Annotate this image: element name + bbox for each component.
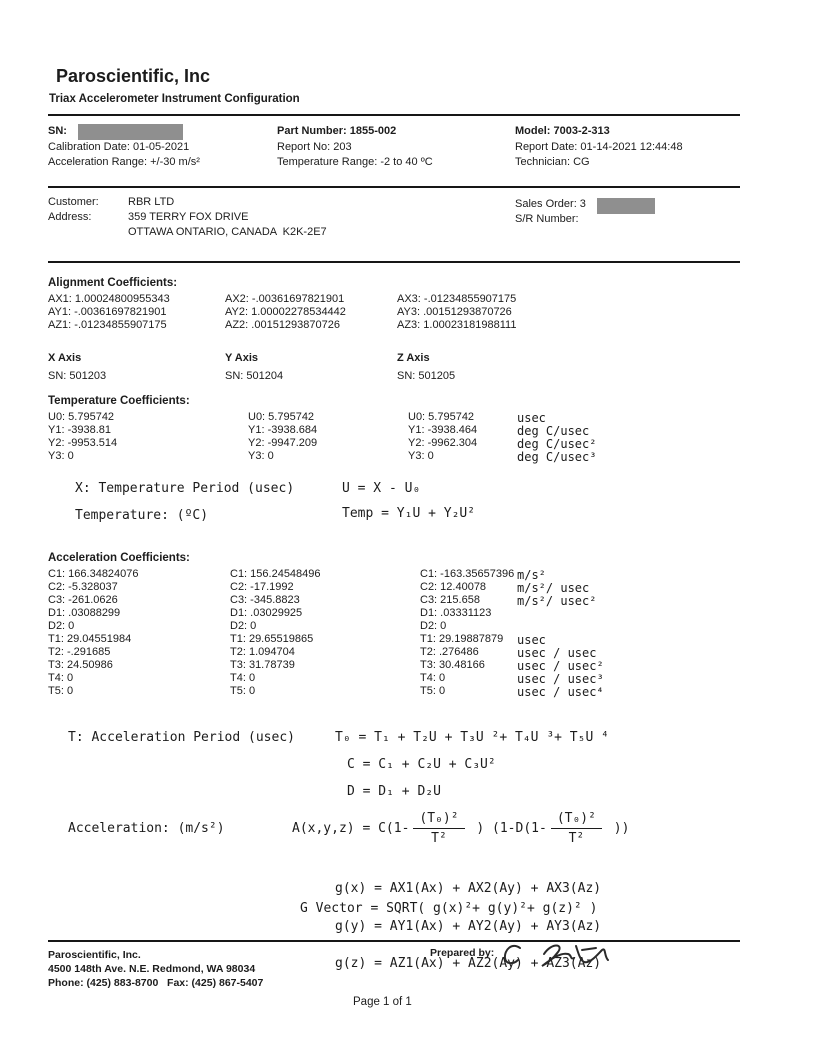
x-axis-label: X Axis: [48, 352, 82, 364]
unit-cell: usec / usec²: [517, 659, 604, 673]
coef-cell: Y3: 0: [408, 450, 434, 462]
coef-cell: D1: .03088299: [48, 607, 121, 619]
acceleration-unit-label: Acceleration: (m/s²): [68, 820, 225, 836]
unit-cell: usec / usec³: [517, 672, 604, 686]
coef-cell: AY1: -.00361697821901: [48, 306, 167, 318]
coef-cell: Y1: -3938.81: [48, 424, 111, 436]
coef-cell: Y3: 0: [248, 450, 274, 462]
t0-formula: T₀ = T₁ + T₂U + T₃U ²+ T₄U ³+ T₅U ⁴: [335, 730, 609, 745]
equation-part: A(x,y,z) = C(1-: [292, 820, 410, 836]
sn-label: SN:: [48, 125, 67, 137]
coef-cell: Y1: -3938.464: [408, 424, 478, 436]
sales-order-redaction-box: [597, 198, 655, 214]
customer-name: RBR LTD: [128, 196, 175, 208]
z-axis-sn: SN: 501205: [397, 370, 456, 382]
y-axis-label: Y Axis: [225, 352, 259, 364]
coef-cell: Y2: -9953.514: [48, 437, 118, 449]
coef-cell: T2: .276486: [420, 646, 479, 658]
fraction-denominator: T²: [431, 830, 447, 846]
document-title: Triax Accelerometer Instrument Configuration: [49, 93, 300, 105]
divider-rule-footer: [48, 940, 740, 942]
coef-cell: T4: 0: [48, 672, 74, 684]
sr-number-label: S/R Number:: [515, 213, 579, 225]
coef-cell: AZ2: .00151293870726: [225, 319, 340, 331]
coef-cell: C1: -163.35657396: [420, 568, 515, 580]
coef-cell: Y2: -9962.304: [408, 437, 478, 449]
coef-cell: D2: 0: [420, 620, 447, 632]
coef-cell: C1: 166.34824076: [48, 568, 139, 580]
coef-cell: AZ1: -.01234855907175: [48, 319, 167, 331]
equation-part: )): [605, 820, 630, 836]
coef-cell: T1: 29.04551984: [48, 633, 132, 645]
temperature-range: Temperature Range: -2 to 40 ºC: [277, 156, 433, 168]
acceleration-range: Acceleration Range: +/-30 m/s²: [48, 156, 200, 168]
footer-company: Paroscientific, Inc.: [48, 949, 141, 961]
coef-cell: AY2: 1.00002278534442: [225, 306, 346, 318]
coef-cell: AY3: .00151293870726: [397, 306, 512, 318]
calibration-date: Calibration Date: 01-05-2021: [48, 141, 190, 153]
technician: Technician: CG: [515, 156, 590, 168]
coef-cell: U0: 5.795742: [248, 411, 315, 423]
coef-cell: D1: .03029925: [230, 607, 303, 619]
g-vector-equation: G Vector = SQRT( g(x)²+ g(y)²+ g(z)² ): [300, 901, 598, 916]
coef-cell: AZ3: 1.00023181988111: [397, 319, 517, 331]
coef-cell: C2: 12.40078: [420, 581, 487, 593]
fraction-numerator: (T₀)²: [551, 811, 602, 829]
fraction-denominator: T²: [568, 830, 585, 846]
unit-cell: usec: [517, 633, 546, 647]
temp-period-label: X: Temperature Period (usec): [75, 481, 295, 496]
fraction: [413, 811, 464, 846]
model: Model: 7003-2-313: [515, 125, 610, 137]
coef-cell: T1: 29.65519865: [230, 633, 314, 645]
prepared-by-label: Prepared by:: [430, 947, 495, 959]
coef-cell: C3: 215.658: [420, 594, 480, 606]
coef-cell: T4: 0: [420, 672, 446, 684]
footer-address: 4500 148th Ave. N.E. Redmond, WA 98034: [48, 963, 256, 975]
coef-cell: Y2: -9947.209: [248, 437, 318, 449]
divider-rule-customer: [48, 261, 740, 263]
fraction-numerator: (T₀)²: [413, 811, 464, 829]
z-axis-label: Z Axis: [397, 352, 430, 364]
g-z-equation: g(z) = AZ1(Ax) + AZ2(Ay) + AZ3(Az): [335, 956, 602, 971]
page-number: Page 1 of 1: [353, 996, 412, 1008]
g-y-equation: g(y) = AY1(Ax) + AY2(Ay) + AY3(Az): [335, 918, 602, 934]
d-formula: D = D₁ + D₂U: [347, 784, 441, 799]
coef-cell: D1: .03331123: [420, 607, 492, 619]
coef-cell: Y3: 0: [48, 450, 74, 462]
coef-cell: C2: -17.1992: [230, 581, 294, 593]
coef-cell: U0: 5.795742: [408, 411, 475, 423]
sn-redaction-box: [78, 124, 183, 140]
coef-cell: T3: 31.78739: [230, 659, 295, 671]
accel-period-label: T: Acceleration Period (usec): [68, 730, 295, 745]
coef-cell: C3: -261.0626: [48, 594, 118, 606]
part-number: Part Number: 1855-002: [277, 125, 397, 137]
coef-cell: C3: -345.8823: [230, 594, 300, 606]
unit-cell: m/s²/ usec²: [517, 594, 597, 608]
divider-rule-top: [48, 114, 740, 116]
coef-cell: T4: 0: [230, 672, 256, 684]
company-title: Paroscientific, Inc: [56, 66, 211, 86]
coef-cell: T5: 0: [420, 685, 446, 697]
alignment-title: Alignment Coefficients:: [48, 277, 178, 289]
coef-cell: U0: 5.795742: [48, 411, 115, 423]
coef-cell: T3: 24.50986: [48, 659, 113, 671]
unit-cell: usec: [517, 411, 546, 425]
u-formula: U = X - U₀: [342, 481, 421, 496]
temp-formula: Temp = Y₁U + Y₂U²: [342, 506, 476, 521]
coef-cell: T2: 1.094704: [230, 646, 295, 658]
sales-order-label: Sales Order: 3: [515, 198, 586, 210]
g-x-equation: g(x) = AX1(Ax) + AX2(Ay) + AX3(Az): [335, 881, 602, 896]
acceleration-equation: [68, 798, 629, 858]
report-date: Report Date: 01-14-2021 12:44:48: [515, 141, 683, 153]
coef-cell: Y1: -3938.684: [248, 424, 318, 436]
address-line1: 359 TERRY FOX DRIVE: [128, 211, 249, 223]
unit-cell: usec / usec⁴: [517, 685, 604, 699]
coef-cell: D2: 0: [230, 620, 257, 632]
address-label: Address:: [48, 211, 92, 223]
footer-phone-fax: Phone: (425) 883-8700 Fax: (425) 867-5407: [48, 977, 264, 989]
coef-cell: T1: 29.19887879: [420, 633, 504, 645]
unit-cell: m/s²: [517, 568, 546, 582]
coef-cell: AX3: -.01234855907175: [397, 293, 517, 305]
unit-cell: deg C/usec³: [517, 450, 597, 464]
temperature-title: Temperature Coefficients:: [48, 395, 190, 407]
coef-cell: C1: 156.24548496: [230, 568, 321, 580]
coef-cell: C2: -5.328037: [48, 581, 118, 593]
coef-cell: D2: 0: [48, 620, 75, 632]
coef-cell: T5: 0: [48, 685, 74, 697]
coef-cell: AX1: 1.00024800955343: [48, 293, 170, 305]
equation-part: ) (1-D(1-: [468, 820, 547, 836]
unit-cell: m/s²/ usec: [517, 581, 590, 595]
acceleration-title: Acceleration Coefficients:: [48, 552, 190, 564]
address-line2: OTTAWA ONTARIO, CANADA K2K-2E7: [128, 226, 327, 238]
divider-rule-info: [48, 186, 740, 188]
coef-cell: AX2: -.00361697821901: [225, 293, 345, 305]
unit-cell: deg C/usec: [517, 424, 590, 438]
unit-cell: usec / usec: [517, 646, 597, 660]
customer-label: Customer:: [48, 196, 99, 208]
fraction: [551, 811, 602, 846]
c-formula: C = C₁ + C₂U + C₃U²: [347, 757, 496, 772]
coef-cell: T2: -.291685: [48, 646, 111, 658]
coef-cell: T5: 0: [230, 685, 256, 697]
x-axis-sn: SN: 501203: [48, 370, 107, 382]
signature: [498, 938, 618, 978]
unit-cell: deg C/usec²: [517, 437, 597, 451]
report-no: Report No: 203: [277, 141, 352, 153]
coef-cell: T3: 30.48166: [420, 659, 485, 671]
y-axis-sn: SN: 501204: [225, 370, 284, 382]
temperature-unit-label: Temperature: (ºC): [75, 508, 209, 523]
